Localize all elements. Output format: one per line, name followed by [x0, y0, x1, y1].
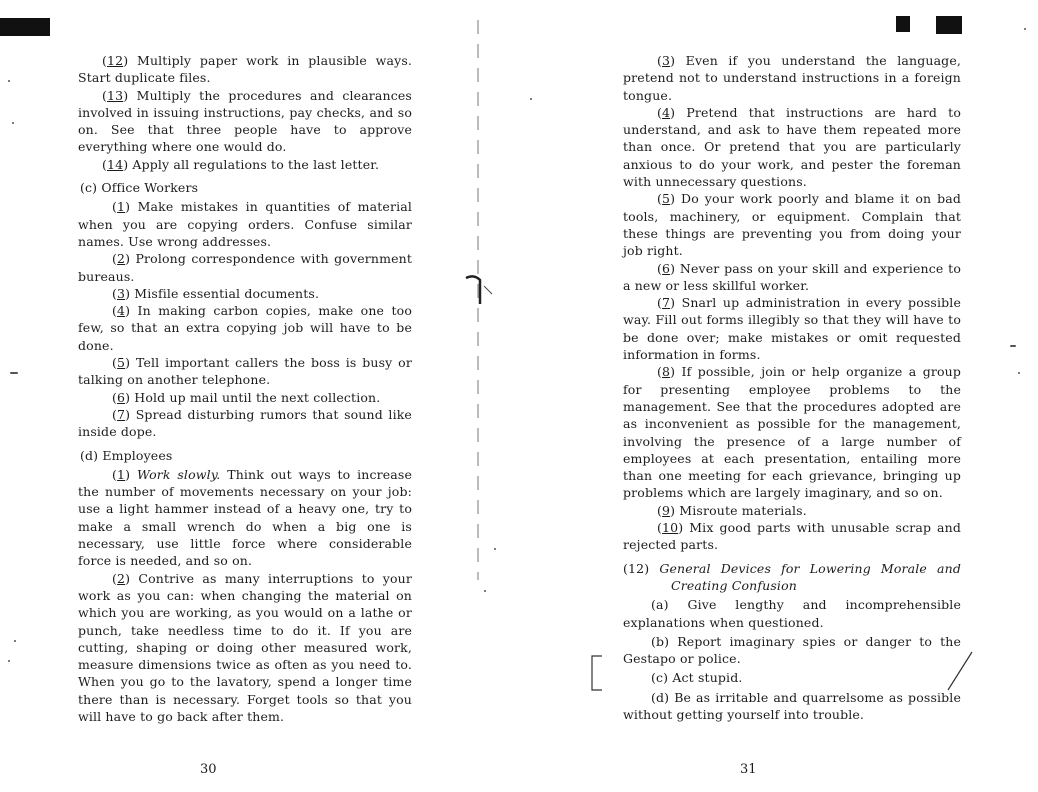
- item-number: 3: [117, 285, 126, 301]
- speck: [14, 640, 16, 642]
- list-item: (7) Spread disturbing rumors that sound like inside dope.: [78, 406, 412, 440]
- speck: [494, 548, 496, 550]
- list-item: (1) Work slowly. Think out ways to increase the number of movements necessary on your job: use a light hammer instead of a heavy one, try to make a small wrench do when a big one is necessary, use little force where considerable force is needed, and so on.: [78, 466, 413, 569]
- item-text: Misfile essential documents.: [134, 285, 320, 301]
- paragraph-text: Apply all regulations to the last letter.: [132, 156, 380, 172]
- item-number: 1: [117, 199, 126, 215]
- binding-mark: [462, 268, 498, 308]
- section-heading-general-devices: [623, 560, 961, 595]
- item-text: Snarl up administration in every possible way. Fill out forms illegibly so that they will have to be done over; make mistakes or omit requested information in forms.: [623, 295, 961, 363]
- item-number: 2: [117, 570, 126, 586]
- item-text: Pretend that instructions are hard to understand, and ask to have them repeated more than once. Or pretend that you are particularly anxious to do your work, and pester the foreman with unnecessary questions.: [623, 104, 961, 190]
- item-text: Never pass on your skill and experience to a new or less skillful worker.: [623, 260, 961, 293]
- paragraph: (14) Apply all regulations to the last letter.: [102, 156, 380, 172]
- list-item: (8) If possible, join or help organize a group for presenting employee problems to the management. See that the procedures adopted are as inconvenient as possible for the management, involving the presence of a large number of employees at each presentation, entailing more than one meeting for each grievance, bringing up problems which are largely imaginary, and so on.: [623, 364, 961, 501]
- item-number: 3: [662, 53, 671, 68]
- list-item: (6) Never pass on your skill and experience to a new or less skillful worker.: [623, 260, 961, 293]
- list-item: (3) Even if you understand the language, pretend not to understand instructions in a foreign tongue.: [623, 53, 961, 103]
- item-number: 5: [117, 355, 126, 371]
- section-heading-office-workers: (c) Office Workers: [80, 180, 199, 196]
- item-text: Make mistakes in quantities of material when you are copying orders. Confuse similar names. Use wrong addresses.: [78, 199, 412, 249]
- handwritten-bracket-mark: [588, 650, 978, 696]
- speck: [1018, 372, 1020, 374]
- item-label: (d): [651, 689, 670, 705]
- paragraph: (12) Multiply paper work in plausible ways. Start duplicate files.: [78, 53, 413, 86]
- item-number: 12: [107, 53, 124, 68]
- list-item: (1) Make mistakes in quantities of material when you are copying orders. Confuse similar names. Use wrong addresses.: [78, 199, 412, 249]
- list-item: (4) Pretend that instructions are hard to understand, and ask to have them repeated more than once. Or pretend that you are particularly anxious to do your work, and pester the foreman with unnecessary questions.: [623, 104, 961, 190]
- item-text: Report imaginary spies or danger to the Gestapo or police.: [623, 633, 962, 667]
- item-text: Misroute materials.: [679, 502, 807, 518]
- list-item: (6) Hold up mail until the next collection.: [112, 389, 381, 405]
- list-item: [623, 596, 961, 631]
- scan-blot-top-right-2: [936, 16, 962, 34]
- item-text: Even if you understand the language, pretend not to understand instructions in a foreign tongue.: [623, 53, 961, 103]
- item-label: (b): [651, 633, 670, 649]
- section-number: (12): [623, 560, 650, 576]
- item-text: Mix good parts with unusable scrap and rejected parts.: [623, 520, 961, 553]
- paragraph-text: Multiply paper work in plausible ways. Start duplicate files.: [78, 53, 413, 86]
- scan-blot-top-right-1: [896, 16, 910, 32]
- item-number: 8: [662, 364, 671, 380]
- left-page: [78, 52, 412, 725]
- list-item: (7) Snarl up administration in every possible way. Fill out forms illegibly so that they will have to be done over; make mistakes or omit requested information in forms.: [623, 295, 961, 363]
- list-item: (2) Contrive as many interruptions to your work as you can: when changing the material on which you are working, as you would on a lathe or punch, take needless time to do it. If you are cutting, shaping or doing other measured work, measure dimensions twice as often as you need to. When you go to the lavatory, spend a longer time there than is necessary. Forget tools so that you will have to go back after them.: [78, 570, 413, 724]
- right-page: [623, 52, 961, 723]
- paragraph: (13) Multiply the procedures and clearances involved in issuing instructions, pay checks, and so on. See that three people have to approve everything where one would do.: [78, 87, 412, 155]
- list-item: (2) Prolong correspondence with government bureaus.: [78, 251, 412, 284]
- item-number: 14: [107, 156, 124, 172]
- paragraph-text: Multiply the procedures and clearances involved in issuing instructions, pay checks, and so on. See that three people have to approve everything where one would do.: [78, 87, 412, 155]
- item-number: 6: [117, 389, 126, 405]
- speck: [10, 372, 18, 374]
- item-text: Act stupid.: [672, 670, 743, 686]
- item-number: 7: [117, 406, 126, 422]
- section-title: General Devices for Lowering Morale and Creating Confusion: [659, 560, 961, 593]
- speck: [1010, 345, 1016, 347]
- item-number: 13: [107, 87, 124, 103]
- list-item: (4) In making carbon copies, make one too few, so that an extra copying job will have to be done.: [78, 303, 412, 353]
- page-number-left: 30: [200, 762, 217, 777]
- item-number: 9: [662, 502, 671, 518]
- item-text: Do your work poorly and blame it on bad tools, machinery, or equipment. Complain that these things are preventing you from doing your job right.: [623, 191, 961, 259]
- list-item: (9) Misroute materials.: [657, 502, 807, 518]
- item-text: Think out ways to increase the number of movements necessary on your job: use a light hammer instead of a heavy one, try to make a small wrench do when a big one is necessary, use little force where considerable force is needed, and so on.: [78, 466, 413, 569]
- item-label: (c): [651, 670, 669, 686]
- speck: [12, 122, 14, 124]
- item-text: Be as irritable and quarrelsome as possible without getting yourself into trouble.: [623, 689, 962, 722]
- item-text: Hold up mail until the next collection.: [134, 389, 381, 405]
- item-number: 6: [662, 260, 671, 276]
- item-number: 4: [662, 104, 671, 120]
- item-number: 2: [117, 251, 126, 267]
- speck: [484, 590, 486, 592]
- item-text: Tell important callers the boss is busy or talking on another telephone.: [78, 355, 412, 388]
- item-text: Spread disturbing rumors that sound like inside dope.: [78, 406, 412, 440]
- list-item: (5) Do your work poorly and blame it on bad tools, machinery, or equipment. Complain that these things are preventing you from doing your job right.: [623, 191, 961, 259]
- speck: [530, 98, 532, 100]
- page-number-right: 31: [740, 762, 757, 777]
- item-text: Give lengthy and incomprehensible explanations when questioned.: [623, 597, 962, 630]
- speck: [8, 80, 10, 82]
- item-text: Contrive as many interruptions to your work as you can: when changing the material on which you are working, as you would on a lathe or punch, take needless time to do it. If you are cutting, shaping or doing other measured work, measure dimensions twice as often as you need to. When you go to the lavatory, spend a longer time there than is necessary. Forget tools so that you will have to go back after them.: [78, 570, 413, 724]
- item-number: 4: [117, 303, 126, 319]
- scan-blot-top-left: [0, 18, 50, 36]
- item-emphasis: Work slowly.: [136, 466, 221, 482]
- item-number: 1: [117, 466, 126, 482]
- list-item: (3) Misfile essential documents.: [112, 285, 320, 301]
- item-text: In making carbon copies, make one too few, so that an extra copying job will have to be done.: [78, 303, 412, 353]
- item-text: Prolong correspondence with government bureaus.: [78, 251, 412, 284]
- speck: [8, 660, 10, 662]
- item-label: (a): [651, 597, 669, 613]
- list-item: (5) Tell important callers the boss is busy or talking on another telephone.: [78, 355, 412, 388]
- list-item: (10) Mix good parts with unusable scrap and rejected parts.: [623, 520, 961, 553]
- item-number: 10: [662, 520, 679, 536]
- speck: [1024, 28, 1026, 30]
- item-number: 5: [662, 191, 671, 207]
- section-heading-employees: (d) Employees: [80, 447, 173, 463]
- item-number: 7: [662, 295, 671, 311]
- item-text: If possible, join or help organize a group for presenting employee problems to the management. See that the procedures adopted are as inconvenient as possible for the management, involving the presence of a large number of employees at each presentation, entailing more than one meeting for each grievance, bringing up problems which are largely imaginary, and so on.: [623, 364, 961, 501]
